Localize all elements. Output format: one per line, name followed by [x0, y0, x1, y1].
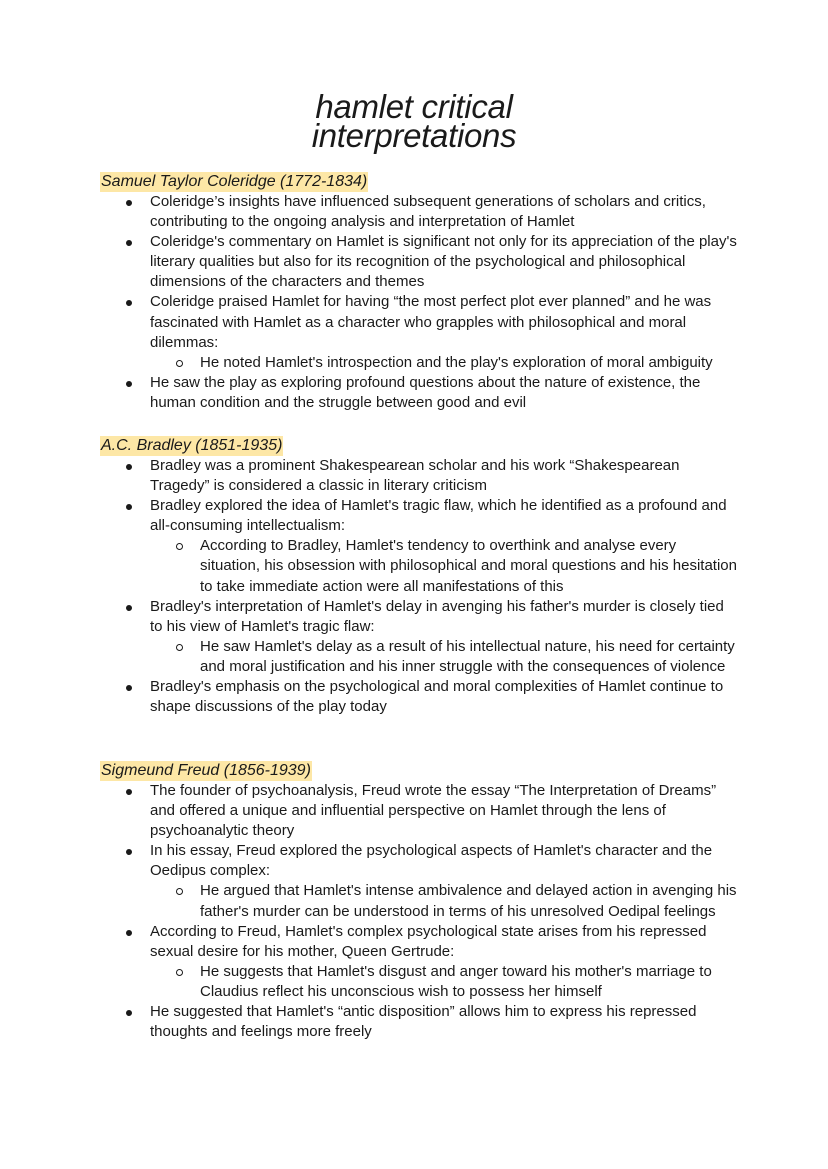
list-item-text: Bradley's interpretation of Hamlet's delay in avenging his father's murder is closely tied to his view of Hamlet's tragic flaw:: [150, 597, 724, 635]
filled-bullet-icon: [126, 300, 132, 306]
section-heading-coleridge: Samuel Taylor Coleridge (1772-1834): [101, 173, 368, 190]
filled-bullet-icon: [126, 685, 132, 691]
list-item: [100, 1002, 740, 1042]
filled-bullet-icon: [126, 464, 132, 470]
sub-bullet-list: [150, 637, 740, 677]
filled-bullet-icon: [126, 240, 132, 246]
list-item: [100, 373, 740, 413]
list-item-text: Coleridge praised Hamlet for having “the most perfect plot ever planned” and he was fascinated with Hamlet as a character who grapples with philosophical and moral dilemmas:: [150, 293, 712, 351]
list-item-text: Bradley was a prominent Shakespearean scholar and his work “Shakespearean Tragedy” is considered a classic in literary criticism: [150, 457, 680, 495]
list-item: [100, 781, 740, 841]
section-bradley: [100, 436, 740, 717]
bullet-list: [100, 192, 740, 413]
filled-bullet-icon: [126, 381, 132, 387]
list-item-text: He saw the play as exploring profound questions about the nature of existence, the human condition and the struggle between good and evil: [150, 373, 701, 411]
section-heading-freud: Sigmeund Freud (1856-1939): [101, 762, 311, 779]
list-item-text: In his essay, Freud explored the psychological aspects of Hamlet's character and the Oedipus complex:: [150, 842, 713, 880]
sub-list-item: [150, 637, 740, 677]
list-item: [100, 841, 740, 921]
list-item: [100, 496, 740, 596]
sub-list-item: [150, 353, 740, 373]
list-item: [100, 292, 740, 372]
list-item-text: Coleridge’s insights have influenced subsequent generations of scholars and critics, contributing to the ongoing analysis and interpretation of Hamlet: [150, 193, 706, 231]
section-coleridge: [100, 172, 740, 413]
list-item-text: Bradley explored the idea of Hamlet's tragic flaw, which he identified as a profound and all-consuming intellectualism:: [150, 497, 727, 535]
list-item: [100, 922, 740, 1002]
bullet-list: [100, 456, 740, 717]
hollow-bullet-icon: [176, 644, 183, 651]
sub-list-item: [150, 536, 740, 596]
list-item-text: He suggested that Hamlet's “antic disposition” allows him to express his repressed thoughts and feelings more freely: [150, 1003, 697, 1041]
bullet-list: [100, 781, 740, 1042]
sub-list-item-text: He saw Hamlet's delay as a result of his intellectual nature, his need for certainty and moral justification and his inner struggle with the consequences of violence: [200, 637, 735, 675]
list-item: [100, 597, 740, 677]
list-item-text: According to Freud, Hamlet's complex psychological state arises from his repressed sexual desire for his mother, Queen Gertrude:: [150, 922, 707, 960]
sub-bullet-list: [150, 353, 740, 373]
sub-list-item: [150, 962, 740, 1002]
section-freud: [100, 761, 740, 1042]
sub-bullet-list: [150, 962, 740, 1002]
hollow-bullet-icon: [176, 360, 183, 367]
list-item: [100, 677, 740, 717]
list-item-text: The founder of psychoanalysis, Freud wrote the essay “The Interpretation of Dreams” and offered a unique and influential perspective on Hamlet through the lens of psychoanalytic theory: [150, 782, 717, 840]
filled-bullet-icon: [126, 504, 132, 510]
sub-list-item-text: He suggests that Hamlet's disgust and anger toward his mother's marriage to Claudius reflect his unconscious wish to possess her himself: [200, 962, 712, 1000]
filled-bullet-icon: [126, 849, 132, 855]
sub-bullet-list: [150, 536, 740, 596]
hollow-bullet-icon: [176, 543, 183, 550]
list-item: [100, 232, 740, 292]
hollow-bullet-icon: [176, 888, 183, 895]
list-item: [100, 192, 740, 232]
list-item-text: Bradley's emphasis on the psychological and moral complexities of Hamlet continue to shape discussions of the play today: [150, 678, 724, 716]
document-title: [0, 88, 828, 154]
section-heading-bradley: A.C. Bradley (1851-1935): [101, 437, 283, 454]
list-item: [100, 456, 740, 496]
sub-list-item-text: He noted Hamlet's introspection and the play's exploration of moral ambiguity: [200, 353, 713, 371]
sub-list-item-text: He argued that Hamlet's intense ambivalence and delayed action in avenging his father's murder can be understood in terms of his unresolved Oedipal feelings: [200, 882, 737, 920]
filled-bullet-icon: [126, 930, 132, 936]
title-line-1: hamlet critical: [315, 88, 513, 125]
sub-list-item-text: According to Bradley, Hamlet's tendency to overthink and analyse every situation, his obsession with philosophical and moral questions and his hesitation to take immediate action were all manifestations of this: [200, 537, 737, 595]
list-item-text: Coleridge's commentary on Hamlet is significant not only for its appreciation of the play's literary qualities but also for its recognition of the psychological and philosophical dimensions of the characters and themes: [150, 233, 737, 291]
hollow-bullet-icon: [176, 969, 183, 976]
sub-list-item: [150, 881, 740, 921]
title-line-2: interpretations: [311, 117, 517, 154]
filled-bullet-icon: [126, 789, 132, 795]
filled-bullet-icon: [126, 200, 132, 206]
sub-bullet-list: [150, 881, 740, 921]
filled-bullet-icon: [126, 605, 132, 611]
filled-bullet-icon: [126, 1010, 132, 1016]
